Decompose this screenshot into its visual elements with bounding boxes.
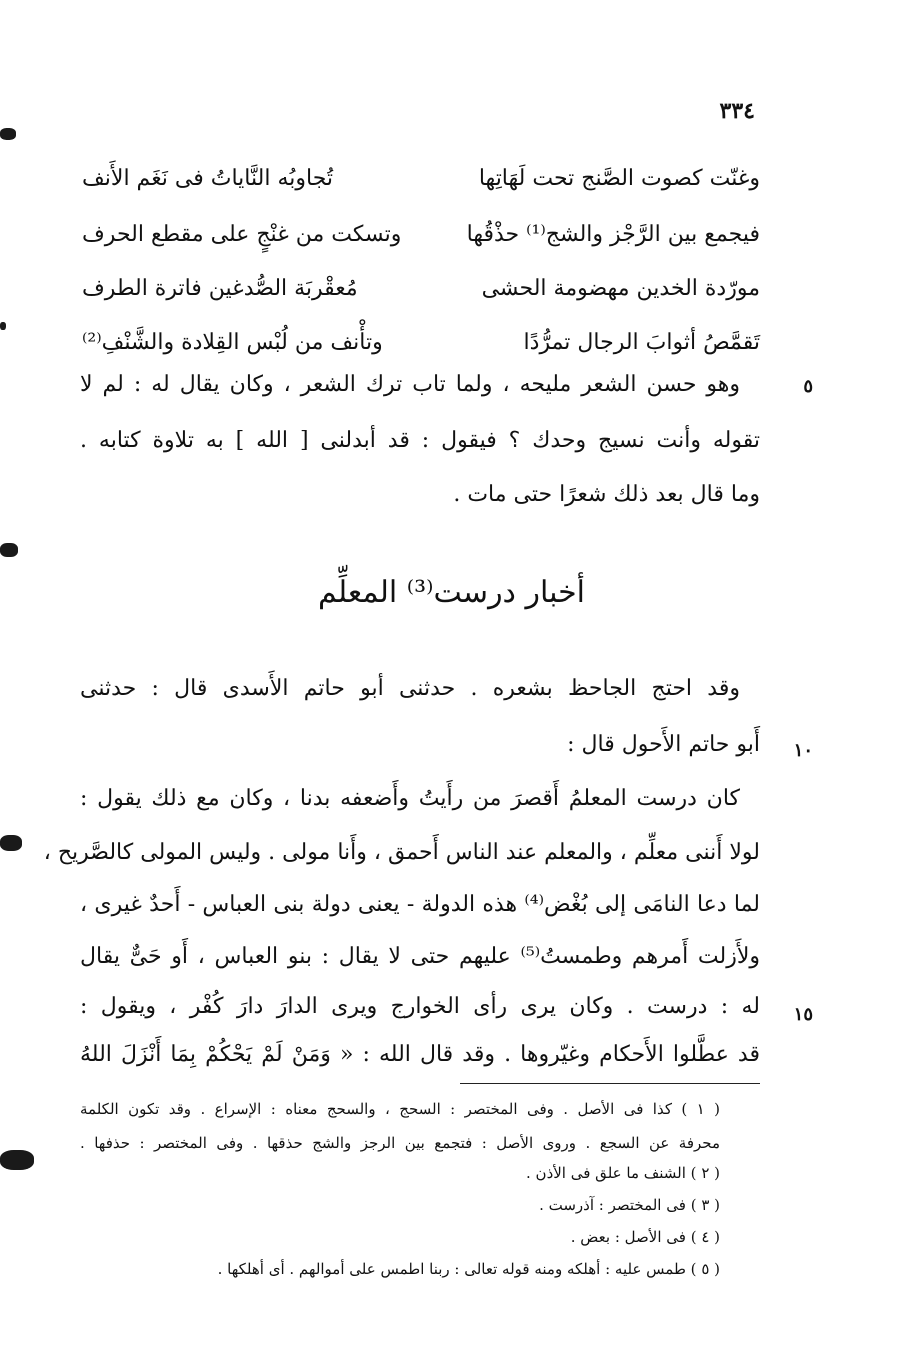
verse-second-hemistich: وتسكت من غنْجٍ على مقطع الحرف: [82, 221, 402, 247]
body-line: كان درست المعلمُ أَقصرَ من رأَيتُ وأَضعفه بدنا ، وكان مع ذلك يقول :: [80, 786, 740, 811]
scan-mark: [0, 543, 18, 557]
footnote: ( ٥ ) طمس عليه : أهلكه ومنه قوله تعالى : ربنا اطمس على أموالهم . أى أهلكها .: [217, 1260, 720, 1278]
body-line: لولا أَننى معلِّم ، والمعلم عند الناس أَحمق ، وأَنا مولى . وليس المولى كالصَّريح ،: [43, 840, 760, 865]
footnote: محرفة عن السجع . وروى الأصل : فتجمع بين الرجز والشج حذقها . وفى المختصر : حذفها .: [80, 1134, 720, 1152]
body-line: تقوله وأنت نسيج وحدك ؟ فيقول : قد أبدلنى [ الله ] به تلاوة كتابه .: [80, 428, 760, 453]
line-number: ٥: [803, 376, 813, 397]
page-number: ٣٣٤: [719, 98, 755, 124]
body-line: أَبو حاتم الأَحول قال :: [567, 732, 760, 757]
poem-verse: [82, 206, 760, 262]
poem-verse: [82, 314, 760, 370]
body-line: لما دعا النامَى إلى بُغْض⁽⁴⁾ هذه الدولة - يعنى دولة بنى العباس - أَحدٌ غيرى ،: [80, 892, 760, 917]
footnote: ( ٢ ) الشنف ما علق فى الأذن .: [526, 1164, 720, 1182]
scan-mark: [0, 128, 16, 140]
body-line: وما قال بعد ذلك شعرًا حتى مات .: [453, 482, 760, 507]
footnote-divider: [460, 1083, 760, 1084]
scan-mark: [0, 835, 22, 851]
body-line: وهو حسن الشعر مليحه ، ولما تاب ترك الشعر ، وكان يقال له : لم لا: [80, 372, 740, 397]
body-line: قد عطَّلوا الأَحكام وغيّروها . وقد قال الله : « وَمَنْ لَمْ يَحْكُمْ بِمَا أَنْزَلَ اللهُ: [80, 1042, 760, 1067]
footnote: ( ٣ ) فى المختصر : آذرست .: [539, 1196, 720, 1214]
verse-first-hemistich: وغنّت كصوت الصَّنج تحت لَهَاتِها: [478, 165, 760, 191]
poem-verse: [82, 150, 760, 206]
verse-second-hemistich: مُعقْربَة الصُّدغين فاترة الطرف: [82, 275, 358, 301]
body-line: ولأَزلت أَمرهم وطمستُ⁽⁵⁾ عليهم حتى لا يقال : بنو العباس ، أَو حَىٌّ يقال: [80, 944, 760, 969]
scan-mark: [0, 1150, 34, 1170]
line-number: ١٠: [793, 740, 813, 761]
line-number: ١٥: [793, 1004, 813, 1025]
section-heading: أخبار درست⁽³⁾ المعلِّم: [317, 575, 586, 610]
verse-first-hemistich: فيجمع بين الرَّجْز والشج⁽¹⁾ حذْقُها: [466, 221, 760, 247]
scan-mark: [0, 322, 6, 330]
verse-first-hemistich: تَقمَّصُ أثوابَ الرجال تمرُّدًا: [523, 329, 760, 355]
verse-first-hemistich: مورّدة الخدين مهضومة الحشى: [481, 275, 760, 301]
footnote: ( ٤ ) فى الأصل : بعض .: [570, 1228, 720, 1246]
body-line: له : درست . وكان يرى رأى الخوارج ويرى الدارَ دارَ كُفْر ، ويقول :: [80, 994, 760, 1019]
verse-second-hemistich: تُجاوبُه النَّاياتُ فى نَغَم الأَنف: [82, 165, 334, 191]
footnote: ( ١ ) كذا فى الأصل . وفى المختصر : السحج ، والسحج معناه : الإسراع . وقد تكون الكلمة: [80, 1100, 720, 1118]
verse-second-hemistich: وتأْنف من لُبْس القِلادة والشَّنْفِ⁽²⁾: [82, 329, 383, 355]
body-line: وقد احتج الجاحظ بشعره . حدثنى أبو حاتم الأَسدى قال : حدثنى: [80, 676, 740, 701]
poem-verse: [82, 260, 760, 316]
